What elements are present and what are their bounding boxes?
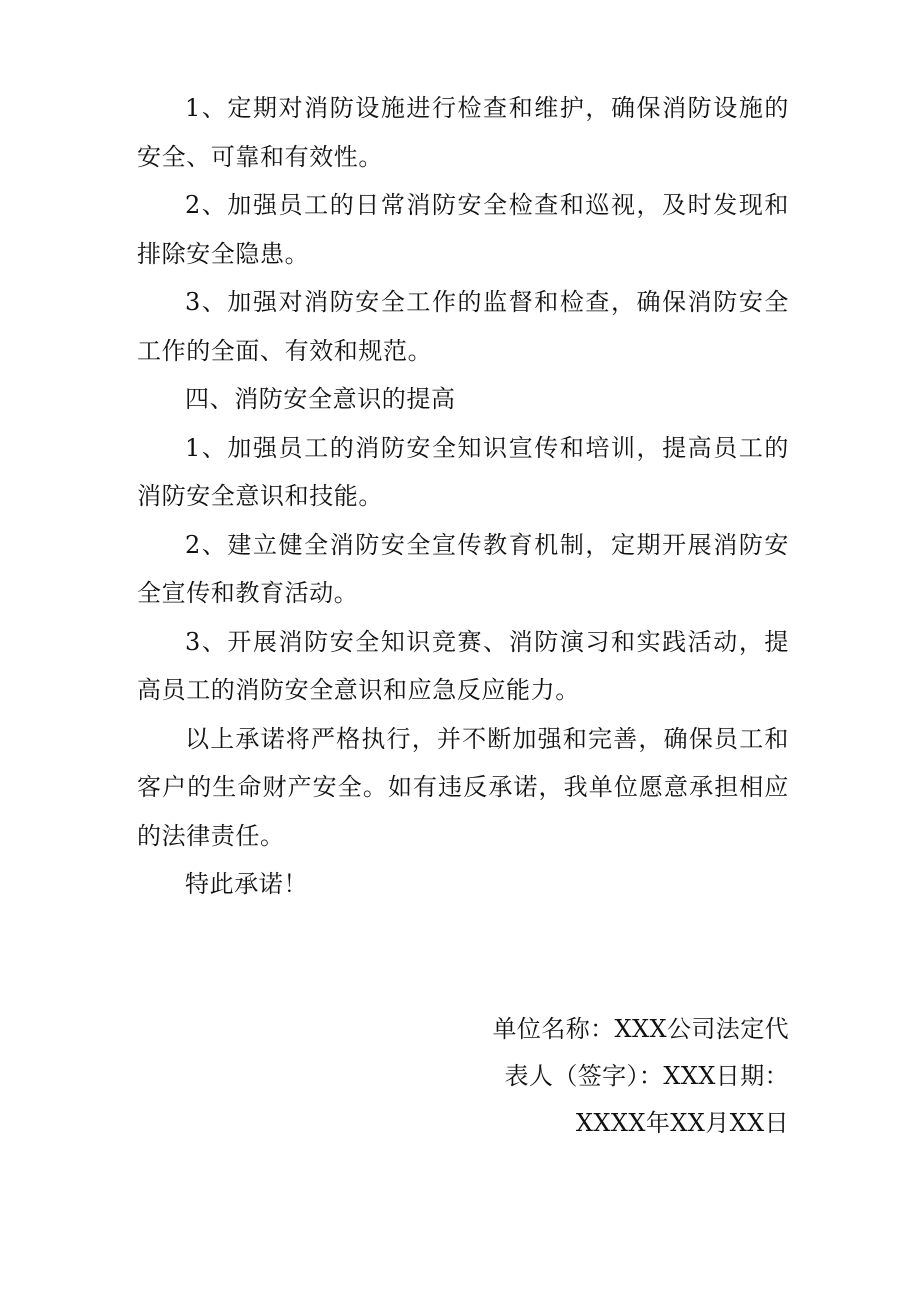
signature-block bbox=[459, 1006, 789, 1147]
signature-representative-date-label: 表人（签字）：XXX日期： bbox=[504, 1062, 789, 1090]
paragraph-commitment: 以上承诺将严格执行，并不断加强和完善，确保员工和客户的生命财产安全。如有违反承诺，我单位愿意承担相应的法律责任。 bbox=[137, 724, 789, 850]
signature-unit-name: 单位名称：XXX公司法定代 bbox=[492, 1015, 789, 1043]
paragraph-item-2-education: 2、建立健全消防安全宣传教育机制，定期开展消防安全宣传和教育活动。 bbox=[137, 530, 789, 607]
paragraph-closing: 特此承诺！ bbox=[185, 870, 308, 898]
paragraph-item-3-supervision: 3、加强对消防安全工作的监督和检查，确保消防安全工作的全面、有效和规范。 bbox=[137, 288, 789, 365]
section-heading-awareness: 四、消防安全意识的提高 bbox=[185, 385, 456, 413]
signature-date: XXXX年XX月XX日 bbox=[575, 1109, 789, 1137]
document-body bbox=[137, 84, 789, 909]
paragraph-item-1-training: 1、加强员工的消防安全知识宣传和培训，提高员工的消防安全意识和技能。 bbox=[137, 433, 789, 510]
paragraph-item-1-maintenance: 1、定期对消防设施进行检查和维护，确保消防设施的安全、可靠和有效性。 bbox=[137, 94, 789, 171]
paragraph-item-3-activities: 3、开展消防安全知识竞赛、消防演习和实践活动，提高员工的消防安全意识和应急反应能力。 bbox=[137, 627, 789, 704]
paragraph-item-2-inspection: 2、加强员工的日常消防安全检查和巡视，及时发现和排除安全隐患。 bbox=[137, 191, 789, 268]
